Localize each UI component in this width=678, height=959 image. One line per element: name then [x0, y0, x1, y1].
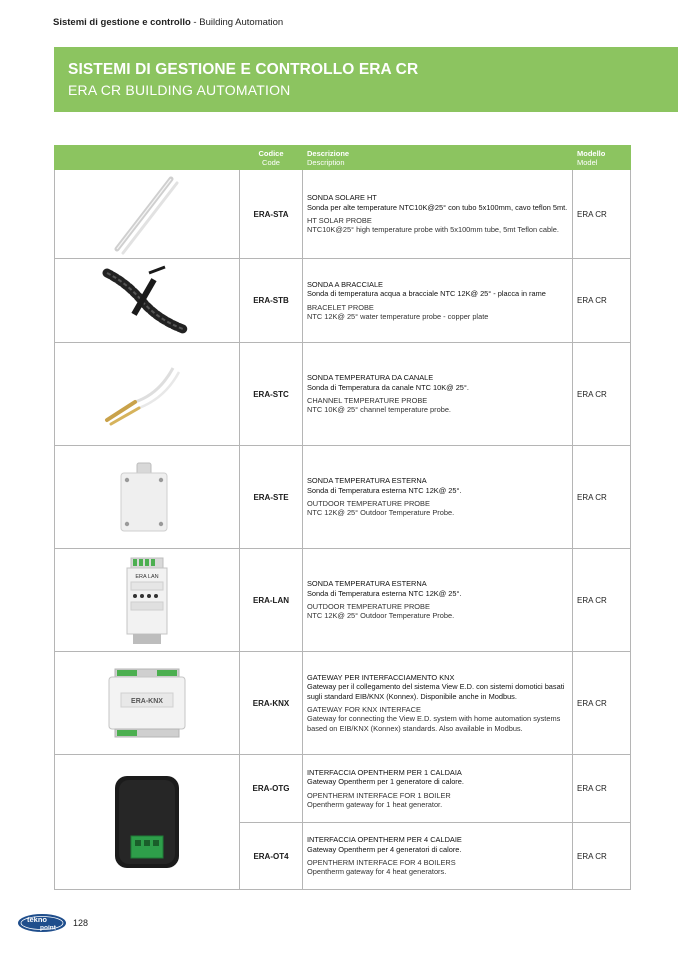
- product-model: ERA CR: [573, 446, 631, 549]
- table-row: [55, 549, 631, 652]
- table-row: [55, 652, 631, 755]
- product-model: ERA CR: [573, 343, 631, 446]
- desc-title-it: SONDA TEMPERATURA ESTERNA: [307, 579, 427, 589]
- product-description: [303, 259, 573, 343]
- header-model-it: Modello: [577, 148, 606, 158]
- product-model: ERA CR: [573, 259, 631, 343]
- product-image-cell: [55, 170, 240, 259]
- lan-module-icon: [87, 554, 207, 646]
- header-image: [55, 146, 240, 170]
- desc-text-it: Sonda di temperatura acqua a bracciale NTC 12K@ 25° - placca in rame: [307, 289, 546, 299]
- desc-title-it: SONDA SOLARE HT: [307, 193, 377, 203]
- product-code: ERA-KNX: [240, 652, 303, 755]
- product-code: ERA-STE: [240, 446, 303, 549]
- teknopoint-logo-icon: [17, 912, 69, 934]
- desc-text-it: Gateway per il collegamento del sistema View E.D. con sistemi domotici basati sugli standard EIB/KNX (Konnex). Disponibile anche in Modbus.: [307, 682, 565, 701]
- product-image-cell: [55, 446, 240, 549]
- product-description: [303, 823, 573, 890]
- product-description: [303, 170, 573, 259]
- product-image-cell: [55, 549, 240, 652]
- section-banner: [54, 47, 678, 112]
- product-code: ERA-OTG: [240, 755, 303, 823]
- desc-text-en: Opentherm gateway for 4 heat generators.: [307, 867, 447, 877]
- header-desc-it: Descrizione: [307, 148, 350, 158]
- knx-gateway-icon: [87, 663, 207, 743]
- running-head-section: Sistemi di gestione e controllo: [53, 17, 191, 28]
- product-model: ERA CR: [573, 170, 631, 259]
- desc-title-en: CHANNEL TEMPERATURE PROBE: [307, 396, 428, 405]
- desc-text-it: Sonda per alte temperature NTC10K@25° con tubo 5x100mm, cavo teflon 5mt.: [307, 202, 568, 212]
- desc-text-en: NTC 12K@ 25° Outdoor Temperature Probe.: [307, 508, 455, 518]
- desc-text-en: NTC10K@25° high temperature probe with 5x100mm tube, 5mt Teflon cable.: [307, 225, 559, 235]
- table-row: [55, 446, 631, 549]
- product-model: ERA CR: [573, 755, 631, 823]
- outdoor-probe-icon: [87, 455, 207, 539]
- opentherm-gateway-icon: [87, 762, 207, 882]
- desc-text-en: NTC 12K@ 25° water temperature probe - copper plate: [307, 311, 489, 321]
- header-code-it: Codice: [258, 148, 284, 158]
- banner-title: SISTEMI DI GESTIONE E CONTROLLO ERA CR: [68, 61, 419, 78]
- desc-title-it: SONDA TEMPERATURA DA CANALE: [307, 373, 434, 383]
- desc-title-en: OPENTHERM INTERFACE FOR 1 BOILER: [307, 790, 451, 800]
- running-head: [53, 17, 283, 28]
- product-code: ERA-STB: [240, 259, 303, 343]
- header-description: [303, 146, 573, 170]
- product-image-cell: [55, 259, 240, 343]
- product-description: [303, 755, 573, 823]
- product-description: [303, 343, 573, 446]
- running-head-subsection: Building Automation: [199, 17, 284, 28]
- product-image-cell: [55, 343, 240, 446]
- table-row: [55, 755, 631, 823]
- desc-title-it: SONDA A BRACCIALE: [307, 279, 383, 289]
- page-number: 128: [73, 918, 89, 928]
- bracelet-probe-icon: [87, 263, 207, 339]
- desc-title-en: GATEWAY FOR KNX INTERFACE: [307, 705, 421, 714]
- product-image-cell: [55, 755, 240, 890]
- desc-title-it: GATEWAY PER INTERFACCIAMENTO KNX: [307, 673, 455, 683]
- product-model: ERA CR: [573, 823, 631, 890]
- product-code: ERA-LAN: [240, 549, 303, 652]
- product-model: ERA CR: [573, 549, 631, 652]
- product-code: ERA-STA: [240, 170, 303, 259]
- product-code: ERA-OT4: [240, 823, 303, 890]
- solar-probe-icon: [87, 173, 207, 255]
- table-header-row: [55, 146, 631, 170]
- desc-text-it: Sonda di Temperatura da canale NTC 10K@ 25°.: [307, 382, 469, 392]
- product-description: [303, 652, 573, 755]
- header-desc-en: Description: [307, 157, 345, 167]
- table-row: [55, 170, 631, 259]
- header-code-en: Code: [262, 157, 280, 167]
- header-model-en: Model: [577, 157, 598, 167]
- desc-text-it: Sonda di Temperatura esterna NTC 12K@ 25°.: [307, 588, 462, 598]
- desc-title-en: OPENTHERM INTERFACE FOR 4 BOILERS: [307, 858, 456, 867]
- desc-title-it: INTERFACCIA OPENTHERM PER 1 CALDAIA: [307, 767, 462, 777]
- desc-title-en: OUTDOOR TEMPERATURE PROBE: [307, 499, 430, 508]
- header-code: [240, 146, 303, 170]
- desc-title-en: HT SOLAR PROBE: [307, 216, 372, 225]
- product-description: [303, 446, 573, 549]
- desc-title-it: INTERFACCIA OPENTHERM PER 4 CALDAIE: [307, 835, 462, 845]
- logo-text-1: tekno: [26, 915, 48, 924]
- table-row: [55, 259, 631, 343]
- table-row: [55, 343, 631, 446]
- lan-device-label: ERA LAN: [135, 574, 159, 580]
- desc-text-en: Opentherm gateway for 1 heat generator.: [307, 799, 443, 809]
- desc-title-it: SONDA TEMPERATURA ESTERNA: [307, 476, 427, 486]
- product-image-cell: [55, 652, 240, 755]
- desc-text-it: Gateway Opentherm per 1 generatore di calore.: [307, 777, 464, 787]
- desc-text-it: Sonda di Temperatura esterna NTC 12K@ 25°.: [307, 485, 462, 495]
- product-description: [303, 549, 573, 652]
- logo-text-2: point: [40, 924, 56, 932]
- knx-device-label: ERA-KNX: [131, 698, 163, 705]
- channel-probe-icon: [87, 354, 207, 434]
- running-head-separator: -: [190, 17, 200, 28]
- desc-title-en: OUTDOOR TEMPERATURE PROBE: [307, 602, 430, 611]
- desc-text-en: NTC 10K@ 25° channel temperature probe.: [307, 405, 451, 415]
- banner-subtitle: ERA CR BUILDING AUTOMATION: [68, 82, 291, 98]
- desc-text-en: NTC 12K@ 25° Outdoor Temperature Probe.: [307, 611, 455, 621]
- desc-title-en: BRACELET PROBE: [307, 302, 374, 312]
- product-model: ERA CR: [573, 652, 631, 755]
- product-code: ERA-STC: [240, 343, 303, 446]
- desc-text-it: Gateway Opentherm per 4 generatori di calore.: [307, 844, 462, 854]
- header-model: [573, 146, 631, 170]
- product-table: [54, 145, 631, 890]
- desc-text-en: Gateway for connecting the View E.D. system with home automation systems based on EIB/KNX (Konnex) standards. Also available in Modbus.: [307, 714, 561, 733]
- teknopoint-logo: [17, 912, 69, 939]
